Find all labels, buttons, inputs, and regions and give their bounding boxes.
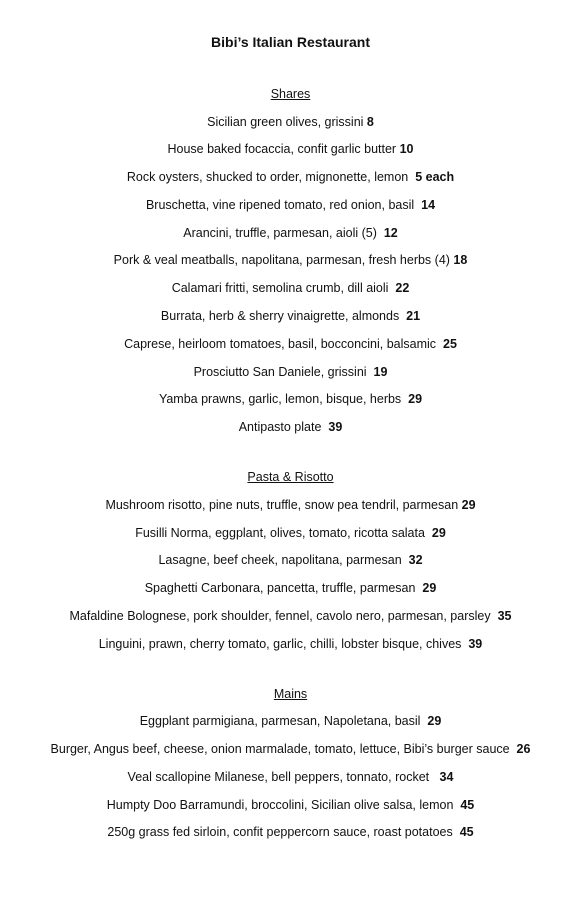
- item-description: Veal scallopine Milanese, bell peppers, tonnato, rocket: [127, 770, 440, 784]
- menu-item: [0, 769, 581, 785]
- item-description: Mushroom risotto, pine nuts, truffle, snow pea tendril, parmesan: [105, 498, 462, 512]
- item-price: 8: [366, 115, 374, 129]
- menu-item: [0, 141, 581, 157]
- menu-item: [0, 280, 581, 296]
- item-description: 250g grass fed sirloin, confit peppercorn sauce, roast potatoes: [107, 825, 460, 839]
- item-description: Caprese, heirloom tomatoes, basil, bocconcini, balsamic: [124, 337, 443, 351]
- item-price: 29: [427, 714, 442, 728]
- item-description: Burger, Angus beef, cheese, onion marmalade, tomato, lettuce, Bibi’s burger sauce: [50, 742, 517, 756]
- item-description: Bruschetta, vine ripened tomato, red onion, basil: [145, 198, 422, 212]
- item-price: 25: [443, 337, 457, 351]
- item-price: 29: [408, 392, 423, 406]
- menu-item: [0, 169, 581, 185]
- menu-item: [0, 525, 581, 541]
- item-price: 45: [459, 825, 474, 839]
- menu-item: [0, 114, 581, 130]
- section-heading-mains: Mains: [273, 687, 308, 701]
- menu-item: [0, 580, 581, 596]
- item-description: Linguini, prawn, cherry tomato, garlic, chilli, lobster bisque, chives: [98, 637, 469, 651]
- section-heading-pasta-risotto: Pasta & Risotto: [247, 470, 334, 484]
- item-price: 35: [497, 609, 512, 623]
- item-description: Yamba prawns, garlic, lemon, bisque, herbs: [158, 392, 409, 406]
- item-price: 18: [453, 253, 468, 267]
- item-description: Sicilian green olives, grissini: [207, 115, 367, 129]
- item-price: 29: [422, 581, 437, 595]
- item-description: Spaghetti Carbonara, pancetta, truffle, parmesan: [144, 581, 423, 595]
- menu-item: [0, 608, 581, 624]
- item-price: 14: [421, 198, 436, 212]
- item-price: 12: [383, 226, 398, 240]
- menu-item: [0, 336, 581, 352]
- item-price: 39: [328, 420, 343, 434]
- item-description: Pork & veal meatballs, napolitana, parmesan, fresh herbs (4): [113, 253, 454, 267]
- item-price: 10: [399, 142, 414, 156]
- item-price: 21: [406, 309, 421, 323]
- menu-item: [0, 308, 581, 324]
- menu-item: [0, 797, 581, 813]
- menu-item: [0, 225, 581, 241]
- item-description: Fusilli Norma, eggplant, olives, tomato, ricotta salata: [135, 526, 432, 540]
- item-price: 32: [408, 553, 423, 567]
- item-price: 45: [460, 798, 475, 812]
- menu-item: [0, 252, 581, 268]
- menu-item: [0, 713, 581, 729]
- menu-item: [0, 497, 581, 513]
- item-description: Antipasto plate: [238, 420, 329, 434]
- menu-item: [0, 197, 581, 213]
- item-description: Eggplant parmigiana, parmesan, Napoletana, basil: [139, 714, 428, 728]
- item-description: Arancini, truffle, parmesan, aioli (5): [183, 226, 384, 240]
- item-price: 26: [516, 742, 531, 756]
- item-price: 34: [439, 770, 454, 784]
- item-price: 22: [395, 281, 410, 295]
- item-price: 19: [373, 365, 388, 379]
- menu-item: [0, 741, 581, 757]
- menu-item: [0, 636, 581, 652]
- item-description: Humpty Doo Barramundi, broccolini, Sicilian olive salsa, lemon: [106, 798, 461, 812]
- item-description: Lasagne, beef cheek, napolitana, parmesan: [158, 553, 409, 567]
- menu-item: [0, 552, 581, 568]
- item-price: 39: [468, 637, 483, 651]
- item-price: 29: [461, 498, 476, 512]
- restaurant-title: Bibi’s Italian Restaurant: [211, 34, 370, 50]
- section-heading-shares: Shares: [270, 87, 311, 101]
- menu-item: [0, 391, 581, 407]
- menu-item: [0, 824, 581, 840]
- item-description: Calamari fritti, semolina crumb, dill aioli: [171, 281, 396, 295]
- item-description: Rock oysters, shucked to order, mignonette, lemon: [126, 170, 416, 184]
- item-price: 5 each: [415, 170, 455, 184]
- item-description: Prosciutto San Daniele, grissini: [193, 365, 374, 379]
- menu-item: [0, 364, 581, 380]
- menu-item: [0, 419, 581, 435]
- item-description: House baked focaccia, confit garlic butter: [167, 142, 400, 156]
- item-price: 29: [431, 526, 446, 540]
- item-description: Burrata, herb & sherry vinaigrette, almonds: [160, 309, 407, 323]
- item-description: Mafaldine Bolognese, pork shoulder, fennel, cavolo nero, parmesan, parsley: [69, 609, 498, 623]
